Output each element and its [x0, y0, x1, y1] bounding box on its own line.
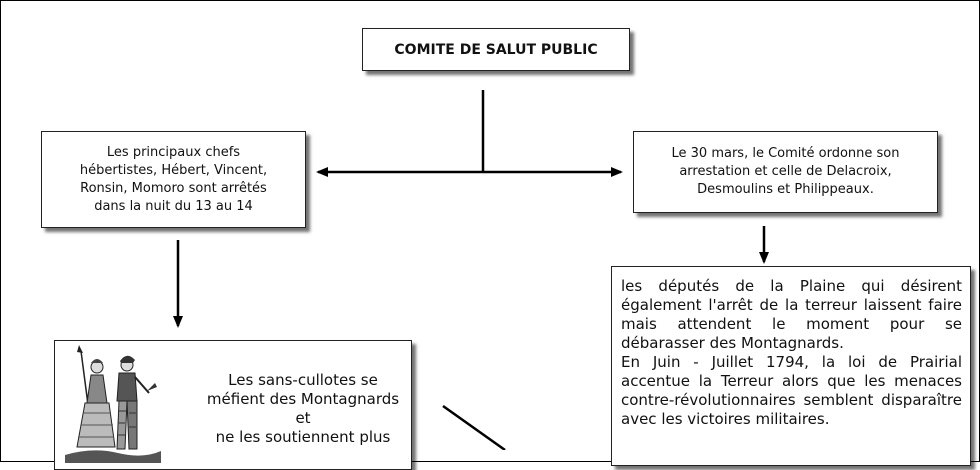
sans-culottes-engraving-icon [63, 343, 163, 463]
hebertistes-text [80, 144, 267, 216]
text-line: dans la nuit du 13 au 14 [94, 198, 253, 214]
comite-title-box [362, 28, 630, 71]
hebertistes-box [41, 131, 306, 228]
text-line: Ronsin, Momoro sont arrêtés [80, 180, 267, 196]
text-line: ne les soutiennent plus [215, 428, 391, 446]
text-line: Desmoulins et Philippeaux. [697, 182, 874, 197]
arrestation-box [633, 131, 938, 213]
arrestation-text [672, 145, 900, 199]
text-line: Le 30 mars, le Comité ordonne son [671, 146, 900, 161]
text-line: Les principaux chefs [106, 144, 241, 160]
plaine-paragraph-1: les députés de la Plaine qui désirent également l'arrêt de la terreur laissent faire mais attendent le moment pour se débarasser des Montagnards. [621, 277, 962, 352]
comite-title: COMITE DE SALUT PUBLIC [394, 41, 598, 58]
plaine-paragraph-2: En Juin - Juillet 1794, la loi de Prairial accentue la Terreur alors que les menaces contre-révolutionnaires semblent disparaître avec les victoires militaires. [621, 353, 962, 428]
sans-culottes-text [203, 371, 403, 447]
plaine-box [611, 266, 971, 466]
text-line: méfient des Montagnards et [206, 390, 400, 427]
sans-culottes-box [54, 340, 412, 470]
text-line: Les sans-cullotes se [228, 371, 378, 389]
text-line: hébertistes, Hébert, Vincent, [79, 162, 268, 178]
text-line: arrestation et celle de Delacroix, [679, 164, 892, 179]
diagonal-connector [443, 406, 505, 450]
